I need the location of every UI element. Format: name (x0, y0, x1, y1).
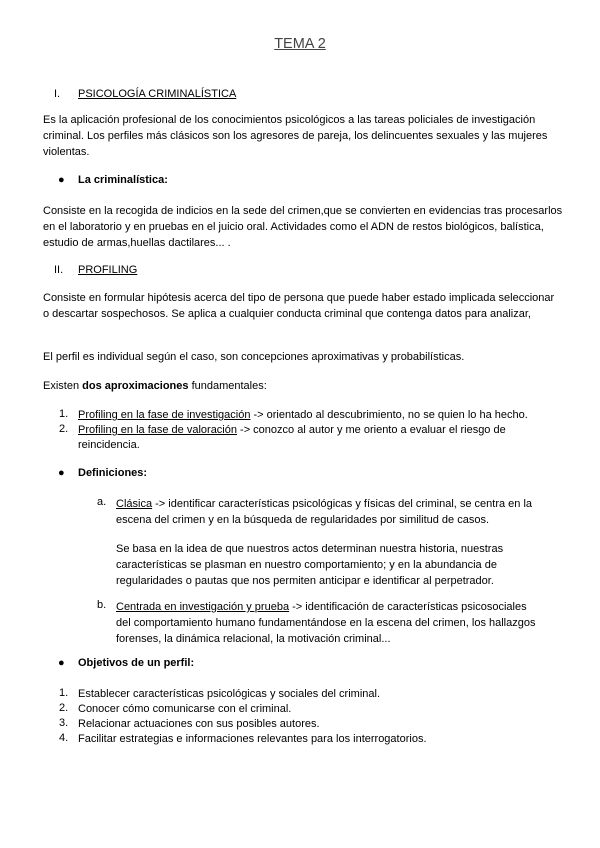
profiling-paragraph-1: Consiste en formular hipótesis acerca del tipo de persona que puede haber estado implicada seleccionar o descartar sospechosos. Se aplica a cualquier conducta criminal que contenga datos para analizar, (43, 292, 555, 320)
criminalistica-heading: La criminalística: (78, 174, 168, 186)
approach-link: Profiling en la fase de investigación (78, 409, 251, 421)
definition-letter: b. (97, 599, 107, 611)
approach-text: -> conozco al autor y me oriento a evaluar el riesgo de reincidencia. (78, 424, 506, 451)
criminalistica-paragraph: Consiste en la recogida de indicios en la sede del crimen,que se convierten en evidencias tras procesarlos en el laboratorio y en pruebas en el juicio oral. Actividades como el ADN de restos biológicos, balística, estudio de armas,huellas dactilares... . (43, 205, 563, 249)
approaches-intro-bold: dos aproximaciones (82, 380, 189, 392)
section2-numeral: II. (54, 264, 64, 276)
definition-text: -> identificación de características psicosociales del comportamiento humano fundamentándose en la escena del crimen, los hallazgos forenses, la dinámica relacional, la motivación criminal... (116, 601, 536, 645)
definition-extra-paragraph: Se basa en la idea de que nuestros actos determinan nuestra historia, nuestras características se plasman en nuestro comportamiento; y en la abundancia de regularidades o pautas que nos permiten anticipar e identificar al perpetrador. (116, 543, 504, 587)
definition-link: Centrada en investigación y prueba (116, 601, 290, 613)
objective-number: 3. (59, 717, 69, 729)
criminalistica-bullet: ● (58, 174, 65, 186)
objective-text: Facilitar estrategias e informaciones relevantes para los interrogatorios. (78, 733, 427, 745)
definiciones-heading: Definiciones: (78, 467, 148, 479)
definition-text: -> identificar características psicológicas y físicas del criminal, se centra en la escena del crimen y en la búsqueda de regularidades por similitud de casos. (116, 498, 533, 526)
section1-numeral: I. (54, 88, 61, 100)
approach-link: Profiling en la fase de valoración (78, 424, 237, 436)
objetivos-heading: Objetivos de un perfil: (78, 657, 195, 669)
approaches-intro-pre: Existen (43, 380, 83, 392)
definition-item-clasica (116, 496, 536, 528)
objective-number: 1. (59, 687, 69, 699)
section1-paragraph: Es la aplicación profesional de los conocimientos psicológicos a las tareas policiales de investigación criminal. Los perfiles más clásicos son los agresores de pareja, los delincuentes sexuales y las mujeres violentas. (43, 114, 548, 158)
objective-text: Conocer cómo comunicarse con el criminal. (78, 703, 292, 715)
section1-heading: PSICOLOGÍA CRIMINALÍSTICA (78, 88, 237, 100)
section2-heading: PROFILING (78, 264, 138, 276)
objective-number: 2. (59, 702, 69, 714)
definition-letter: a. (97, 496, 107, 508)
approach-text: -> orientado al descubrimiento, no se quien lo ha hecho. (250, 409, 528, 421)
definition-link: Clásica (116, 498, 153, 510)
page-title: TEMA 2 (274, 36, 326, 52)
definition-item-centrada (116, 599, 536, 647)
approach-item (78, 423, 548, 452)
objective-number: 4. (59, 732, 69, 744)
approaches-intro-post: fundamentales: (188, 380, 267, 392)
definiciones-bullet: ● (58, 467, 65, 479)
objective-text: Establecer características psicológicas y sociales del criminal. (78, 688, 381, 700)
approach-item (78, 408, 548, 423)
objective-text: Relacionar actuaciones con sus posibles autores. (78, 718, 320, 730)
approach-number: 1. (59, 408, 69, 420)
objetivos-bullet: ● (58, 657, 65, 669)
approaches-intro (43, 378, 563, 394)
profiling-paragraph-2: El perfil es individual según el caso, son concepciones aproximativas y probabilísticas. (43, 351, 465, 363)
approach-number: 2. (59, 423, 69, 435)
